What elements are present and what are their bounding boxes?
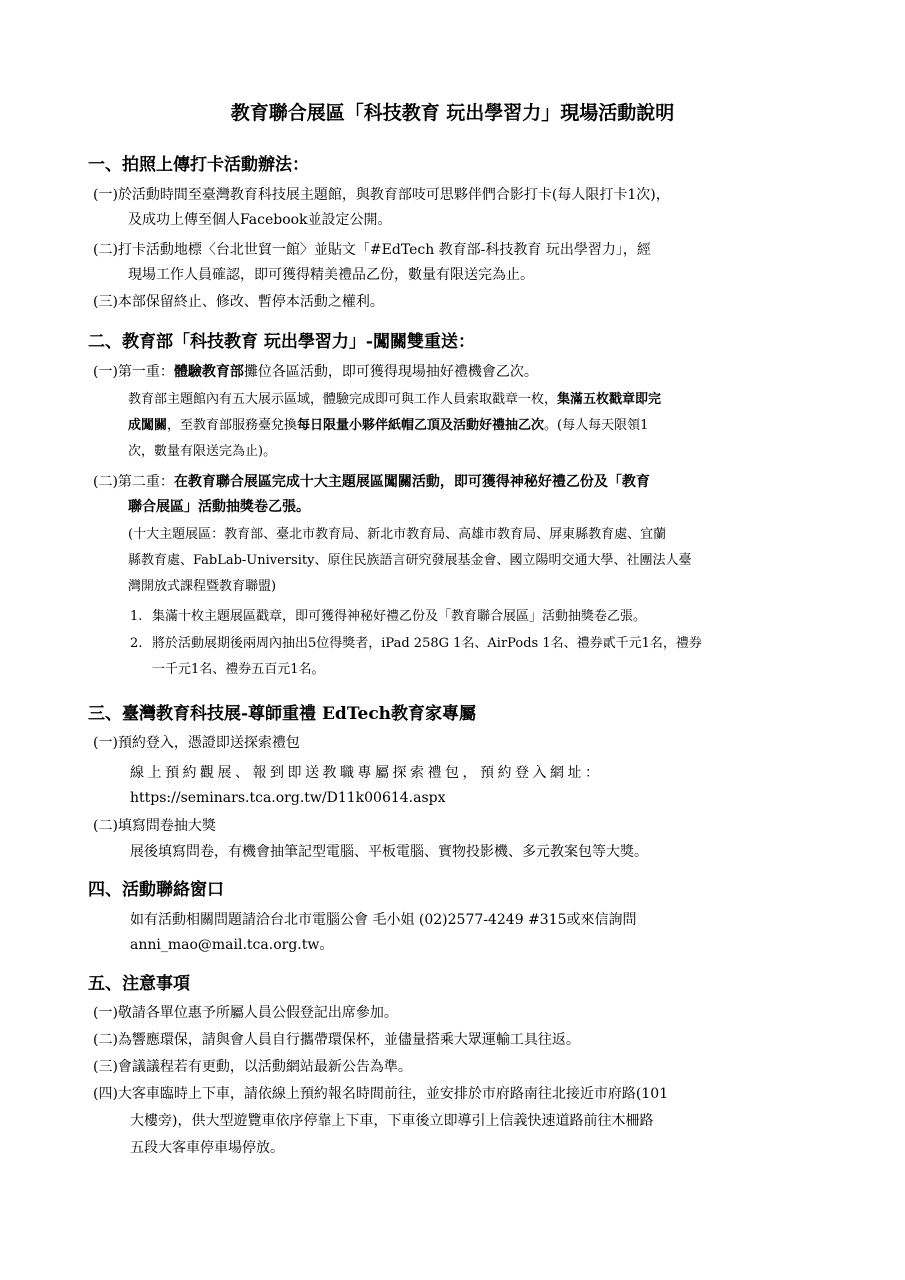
s5-item-4-line-3: 五段大客車停車場停放。 [130, 1140, 284, 1156]
s2-item-2-line-1 [93, 472, 650, 492]
s2-p2-line-3: 灣開放式課程暨教育聯盟) [128, 579, 277, 594]
s5-item-2: (二)為響應環保，請與會人員自行攜帶環保杯，並儘量搭乘大眾運輸工具往返。 [93, 1032, 580, 1048]
s3-item-1: (一)預約登入，憑證即送探索禮包 [93, 735, 300, 751]
s3-p1-line-1: 線上預約觀展、報到即送教職專屬探索禮包，預約登入網址： [130, 765, 603, 781]
s2-p1-line-2 [128, 416, 648, 436]
s2-item-1 [93, 362, 538, 382]
s2-p1-text-3: 。(每人每天限領1 [544, 418, 649, 433]
s5-item-3: (三)會議議程若有更動，以活動網站最新公告為準。 [93, 1059, 412, 1075]
list-text: 將於活動展期後兩周內抽出5位得獎者，iPad 258G 1名、AirPods 1名、禮券貳千元1名，禮券 [152, 636, 702, 651]
s1-item-2-line-1: (二)打卡活動地標〈台北世貿一館〉並貼文「#EdTech 教育部-科技教育 玩出學習力」，經 [93, 242, 651, 258]
s2-p1-bold: 集滿五枚戳章即完 [557, 392, 662, 407]
s2-p1-line-1 [128, 390, 661, 410]
s2-numbered-2-line-2: 一千元1名、禮券五百元1名。 [152, 662, 325, 677]
s1-item-3: (三)本部保留終止、修改、暫停本活動之權利。 [93, 294, 384, 310]
s2-p2-line-1: (十大主題展區：教育部、臺北市教育局、新北市教育局、高雄市教育局、屏東縣教育處、宜蘭 [128, 527, 667, 542]
s2-numbered-2-line-1 [130, 634, 702, 654]
s3-item-2: (二)填寫問卷抽大獎 [93, 818, 216, 834]
list-text: 集滿十枚主題展區戳章，即可獲得神秘好禮乙份及「教育聯合展區」活動抽獎卷乙張。 [152, 609, 647, 624]
s2-item-2-bold: 在教育聯合展區完成十大主題展區闖關活動，即可獲得神秘好禮乙份及「教育 [173, 474, 650, 490]
section-3-heading: 三、臺灣教育科技展-尊師重禮 EdTech教育家專屬 [88, 704, 477, 724]
s1-item-1-line-2: 及成功上傳至個人Facebook並設定公開。 [128, 212, 392, 228]
s2-p1-bold-3: 每日限量小夥伴紙帽乙頂及活動好禮抽乙次 [297, 418, 545, 433]
section-4-heading: 四、活動聯絡窗口 [88, 880, 224, 900]
s5-item-4-line-2: 大樓旁)，供大型遊覽車依序停靠上下車，下車後立即導引上信義快速道路前往木柵路 [130, 1113, 654, 1129]
list-number: 1. [130, 609, 143, 624]
s1-item-1-line-1: (一)於活動時間至臺灣教育科技展主題館，與教育部吱可思夥伴們合影打卡(每人限打卡1次)， [93, 187, 670, 203]
s2-item-1-bold: 體驗教育部 [173, 364, 244, 380]
section-5-heading: 五、注意事項 [88, 974, 190, 994]
s3-p2: 展後填寫問卷，有機會抽筆記型電腦、平板電腦、實物投影機、多元教案包等大獎。 [130, 844, 648, 860]
s4-contact-line-1: 如有活動相關問題請洽台北市電腦公會 毛小姐 (02)2577-4249 #315或來信詢問 [130, 912, 637, 928]
s2-p1-text: 教育部主題館內有五大展示區域，體驗完成即可與工作人員索取戳章一枚， [128, 392, 558, 407]
s2-item-1-rest: 攤位各區活動，即可獲得現場抽好禮機會乙次。 [243, 364, 538, 380]
s2-p1-text-2: ，至教育部服務臺兌換 [167, 418, 298, 433]
s2-numbered-1 [130, 607, 646, 627]
section-2-heading: 二、教育部「科技教育 玩出學習力」-闖關雙重送： [88, 332, 475, 352]
contact-email[interactable]: anni_mao@mail.tca.org.tw。 [130, 937, 334, 953]
s1-item-2-line-2: 現場工作人員確認，即可獲得精美禮品乙份，數量有限送完為止。 [128, 267, 534, 283]
page-title: 教育聯合展區「科技教育 玩出學習力」現場活動說明 [230, 102, 675, 124]
s2-item-1-prefix: (一)第一重： [93, 364, 174, 380]
section-1-heading: 一、拍照上傳打卡活動辦法： [88, 155, 309, 175]
reservation-url[interactable]: https://seminars.tca.org.tw/D11k00614.aspx [130, 790, 446, 806]
s2-item-2-line-2: 聯合展區」活動抽獎卷乙張。 [128, 499, 310, 515]
s2-p2-line-2: 縣教育處、FabLab-University、原住民族語言研究發展基金會、國立陽明交通大學、社團法人臺 [128, 553, 692, 568]
list-number: 2. [130, 636, 143, 651]
s2-p1-bold-2: 成闖關 [128, 418, 168, 433]
s2-p1-line-3: 次，數量有限送完為止)。 [128, 444, 277, 459]
s5-item-4-line-1: (四)大客車臨時上下車，請依線上預約報名時間前往，並安排於市府路南往北接近市府路(101 [93, 1086, 669, 1102]
s2-item-2-prefix: (二)第二重： [93, 474, 174, 490]
s5-item-1: (一)敬請各單位惠予所屬人員公假登記出席參加。 [93, 1005, 398, 1021]
